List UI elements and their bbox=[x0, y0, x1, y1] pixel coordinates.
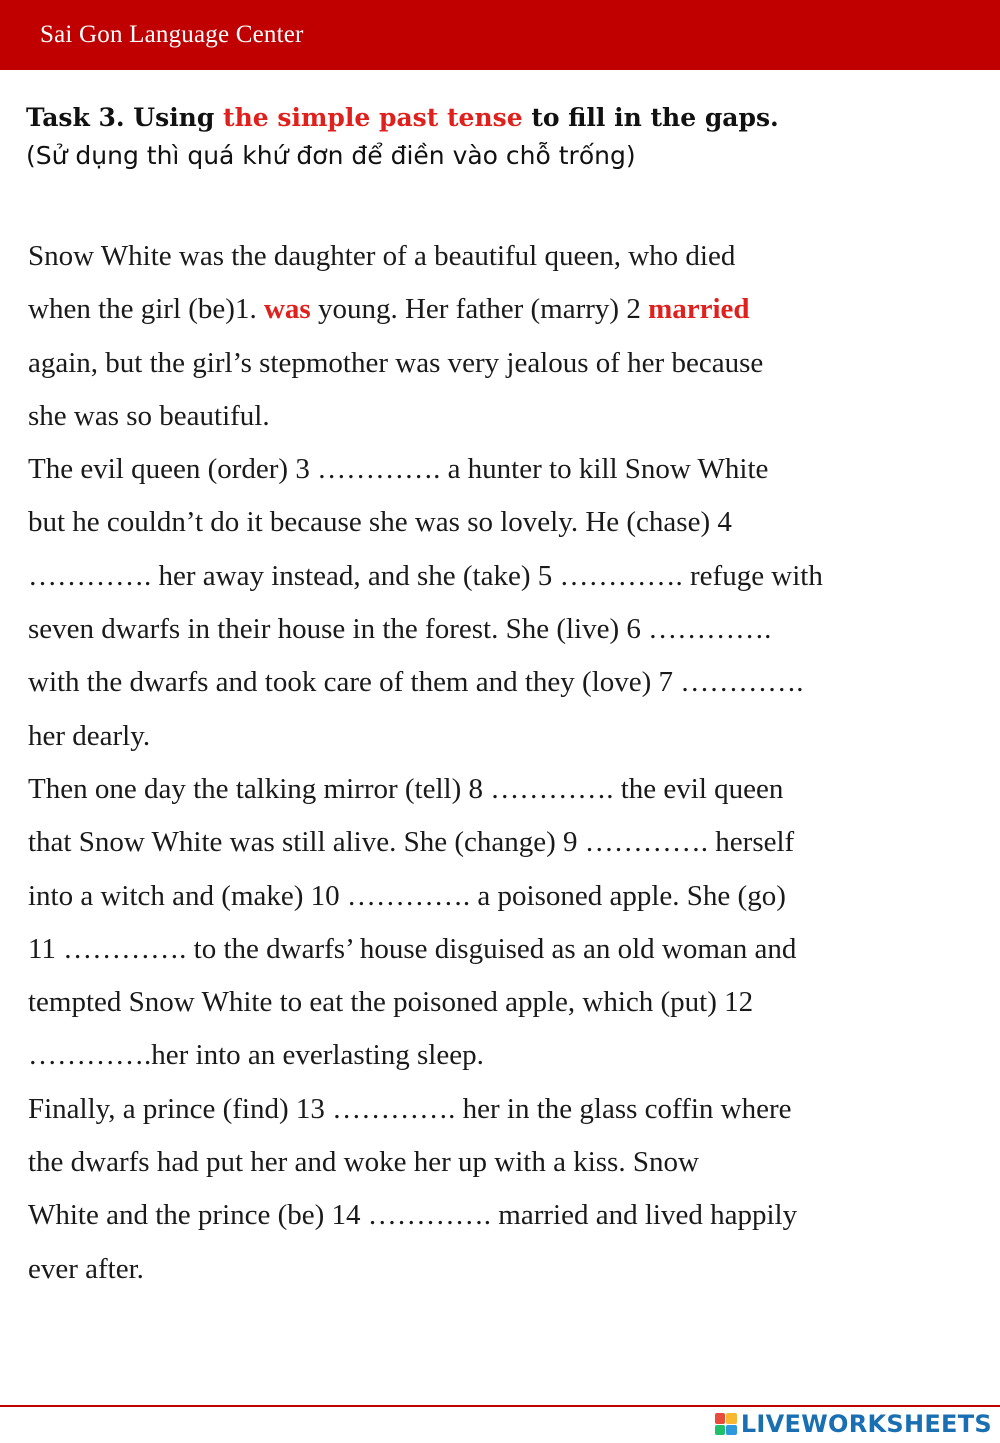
brand-name: Sai Gon Language Center bbox=[40, 21, 304, 48]
passage-line: …………. her away instead, and she (take) 5 …………. refuge with bbox=[28, 559, 823, 592]
footer-divider bbox=[0, 1405, 1000, 1407]
passage-line: ………….her into an everlasting sleep. bbox=[28, 1039, 484, 1072]
passage-text: when the girl (be)1. bbox=[28, 293, 264, 326]
passage-line: she was so beautiful. bbox=[28, 399, 270, 432]
passage-line: that Snow White was still alive. She (change) 9 …………. herself bbox=[28, 826, 795, 859]
passage-line: Snow White was the daughter of a beautiful queen, who died bbox=[28, 240, 736, 272]
task-subtitle: (Sử dụng thì quá khứ đơn để điền vào chỗ trống) bbox=[26, 141, 636, 170]
passage-line: ever after. bbox=[28, 1252, 144, 1285]
answer-2[interactable]: married bbox=[648, 293, 750, 326]
header-bar bbox=[0, 0, 1000, 70]
passage-line: White and the prince (be) 14 …………. married and lived happily bbox=[28, 1199, 798, 1232]
passage-line: but he couldn’t do it because she was so lovely. He (chase) 4 bbox=[28, 506, 732, 539]
task-label-end: to fill in the gaps. bbox=[522, 103, 779, 132]
passage-line: into a witch and (make) 10 …………. a poisoned apple. She (go) bbox=[28, 879, 786, 912]
passage-line: again, but the girl’s stepmother was very jealous of her because bbox=[28, 346, 764, 379]
passage-line: with the dwarfs and took care of them and they (love) 7 …………. bbox=[28, 666, 804, 699]
passage-line: the dwarfs had put her and woke her up with a kiss. Snow bbox=[28, 1146, 699, 1179]
task-label: Task 3. Using bbox=[26, 103, 224, 132]
passage-line: 11 …………. to the dwarfs’ house disguised as an old woman and bbox=[28, 932, 797, 965]
passage-line: Then one day the talking mirror (tell) 8 …………. the evil queen bbox=[28, 772, 784, 805]
passage-line: The evil queen (order) 3 …………. a hunter to kill Snow White bbox=[28, 453, 769, 486]
task-highlight: the simple past tense bbox=[223, 103, 523, 132]
passage-line: seven dwarfs in their house in the forest. She (live) 6 …………. bbox=[28, 613, 772, 646]
passage-line: her dearly. bbox=[28, 719, 151, 752]
passage-line: tempted Snow White to eat the poisoned apple, which (put) 12 bbox=[28, 986, 754, 1019]
answer-1[interactable]: was bbox=[263, 293, 311, 326]
passage-line bbox=[28, 283, 988, 336]
story-passage bbox=[28, 230, 988, 1296]
passage-text: young. Her father (marry) 2 bbox=[310, 293, 649, 326]
logo-text: LIVEWORKSHEETS bbox=[740, 1410, 992, 1438]
liveworksheets-logo bbox=[715, 1410, 992, 1438]
logo-blocks-icon bbox=[715, 1413, 737, 1435]
task-heading bbox=[26, 103, 779, 132]
passage-line: Finally, a prince (find) 13 …………. her in the glass coffin where bbox=[28, 1092, 792, 1125]
